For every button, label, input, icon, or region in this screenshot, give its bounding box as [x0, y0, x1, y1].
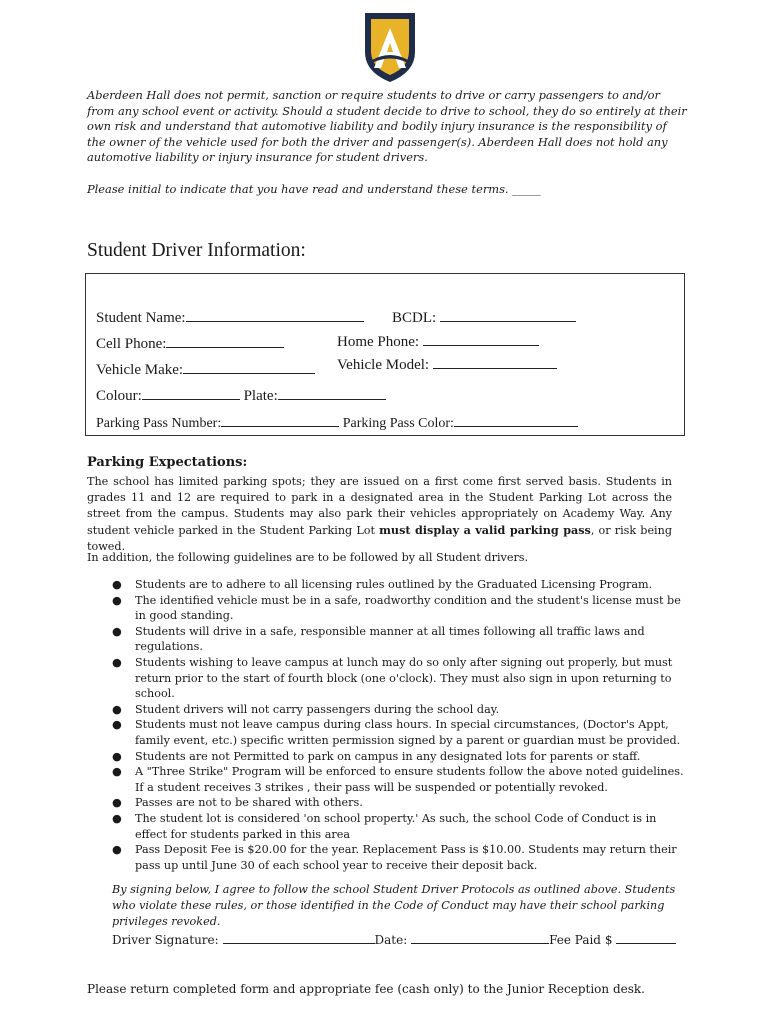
list-item — [112, 842, 687, 873]
agreement-statement: By signing below, I agree to follow the school Student Driver Protocols as outlined above. Students who violate these rules, or those identified in the Code of Conduct may have their school parking privileges revoked. — [112, 883, 676, 928]
vehicle-make-row — [96, 359, 315, 379]
bullet-icon: ● — [112, 796, 122, 810]
colour-label: Colour: — [96, 388, 142, 404]
signature-row — [112, 931, 676, 947]
bullet-icon: ● — [112, 765, 122, 779]
bullet-icon: ● — [112, 811, 122, 825]
list-item — [112, 764, 687, 795]
list-item-text: Passes are not to be shared with others. — [135, 796, 363, 810]
list-item — [112, 811, 687, 842]
bullet-icon: ● — [112, 843, 122, 857]
vehicle-model-label: Vehicle Model: — [337, 357, 430, 373]
list-item-text: Students will drive in a safe, responsible manner at all times following all traffic laws and regulations. — [135, 624, 645, 654]
school-crest-logo — [362, 10, 418, 84]
colour-field[interactable] — [142, 385, 240, 400]
list-item-text: A "Three Strike" Program will be enforced to ensure students follow the above noted guidelines. If a student receives 3 strikes , their pass will be suspended or potentially revoked. — [135, 765, 684, 794]
initial-prompt: Please initial to indicate that you have read and understand these terms. — [87, 182, 509, 196]
cell-phone-row — [96, 333, 284, 353]
driver-signature-label: Driver Signature: — [112, 933, 219, 947]
list-item-text: Students are not Permitted to park on campus in any designated lots for parents or staff. — [135, 749, 641, 763]
date-label: Date: — [374, 933, 408, 947]
list-item-text: Students wishing to leave campus at lunch may do so only after signing out properly, but must return prior to the start of fourth block (one o'clock). They must also sign in upon returning to school. — [135, 655, 673, 701]
fee-paid-label: Fee Paid — [549, 933, 601, 947]
parking-expectations-heading: Parking Expectations: — [87, 455, 248, 470]
bcdl-field[interactable] — [440, 307, 576, 322]
list-item — [112, 717, 687, 748]
student-name-row — [96, 307, 364, 327]
date-field[interactable] — [411, 931, 549, 944]
student-driver-info-box — [85, 273, 685, 436]
bullet-icon: ● — [112, 718, 122, 732]
list-item-text: The student lot is considered 'on school property.' As such, the school Code of Conduct is in effect for students parked in this area — [135, 811, 657, 841]
home-phone-field[interactable] — [423, 331, 539, 346]
parking-pass-color-field[interactable] — [454, 412, 578, 427]
list-item-text: Students are to adhere to all licensing rules outlined by the Graduated Licensing Program. — [135, 578, 653, 591]
list-item-text: Student drivers will not carry passengers during the school day. — [135, 702, 500, 716]
list-item — [112, 655, 687, 702]
vehicle-model-row — [337, 354, 557, 374]
home-phone-label: Home Phone: — [337, 334, 420, 350]
initial-line — [87, 182, 541, 196]
list-item — [112, 624, 687, 655]
vehicle-make-label: Vehicle Make: — [96, 362, 184, 378]
liability-disclaimer: Aberdeen Hall does not permit, sanction or require students to drive or carry passengers to and/or from any school event or activity. Should a student decide to drive to school, they do so entirely at their own risk and understand that automotive liability and bodily injury insurance is the responsibility of the owner of the vehicle used for both the driver and passenger(s). Aberdeen Hall does not hold any automotive liability or injury insurance for student drivers. — [87, 88, 687, 164]
list-item-text: Pass Deposit Fee is $20.00 for the year. Replacement Pass is $10.00. Students may return their pass up until June 30 of each school year to receive their deposit back. — [135, 843, 677, 872]
bullet-icon: ● — [112, 578, 122, 591]
initial-field[interactable]: _____ — [512, 182, 541, 196]
bullet-icon: ● — [112, 702, 122, 716]
expectations-text: The school has limited parking spots; they are issued on a first come first served basis. Students in grades 11 and 12 are required to park in a designated area in the Student Parking Lot across the street from the campus. Students may also park their vehicles appropriately on Academy Way. Any student vehicle parked in the Student Parking Lot — [87, 475, 672, 537]
section-title: Student Driver Information: — [87, 240, 306, 261]
list-item — [112, 702, 687, 718]
parking-pass-number-field[interactable] — [221, 412, 339, 427]
bcdl-label: BCDL: — [392, 310, 437, 326]
bullet-icon: ● — [112, 593, 122, 607]
bullet-icon: ● — [112, 749, 122, 763]
cell-phone-label: Cell Phone: — [96, 336, 167, 352]
vehicle-model-field[interactable] — [433, 354, 557, 369]
bullet-icon: ● — [112, 655, 122, 669]
driver-signature-field[interactable] — [223, 931, 375, 944]
expectations-emphasis: must display a valid parking pass — [379, 523, 591, 537]
list-item — [112, 577, 687, 593]
vehicle-make-field[interactable] — [183, 359, 315, 374]
student-name-label: Student Name: — [96, 310, 186, 326]
expectations-text-end: , or risk being towed. — [87, 524, 673, 553]
colour-row — [96, 385, 386, 405]
parking-pass-color-label: Parking Pass Color: — [342, 416, 454, 431]
guidelines-list — [112, 577, 687, 873]
parking-expectations-body — [87, 474, 672, 555]
return-instructions: Please return completed form and appropriate fee (cash only) to the Junior Reception desk. — [87, 982, 645, 996]
fee-paid-field[interactable] — [616, 931, 676, 944]
bcdl-row — [392, 307, 576, 327]
home-phone-row — [337, 331, 539, 351]
list-item — [112, 593, 687, 624]
plate-field[interactable] — [278, 385, 386, 400]
guidelines-intro: In addition, the following guidelines are to be followed by all Student drivers. — [87, 551, 529, 564]
list-item — [112, 749, 687, 765]
plate-label: Plate: — [243, 388, 278, 404]
parking-pass-row — [96, 412, 578, 432]
bullet-icon: ● — [112, 624, 122, 638]
currency-symbol: $ — [604, 933, 613, 947]
parking-pass-number-label: Parking Pass Number: — [96, 416, 222, 431]
list-item-text: Students must not leave campus during class hours. In special circumstances, (Doctor's Appt, family event, etc.) specific written permission signed by a parent or guardian must be provided. — [135, 718, 681, 747]
cell-phone-field[interactable] — [166, 333, 284, 348]
list-item — [112, 795, 687, 811]
student-name-field[interactable] — [186, 307, 364, 322]
list-item-text: The identified vehicle must be in a safe, roadworthy condition and the student's license must be in good standing. — [135, 593, 681, 623]
